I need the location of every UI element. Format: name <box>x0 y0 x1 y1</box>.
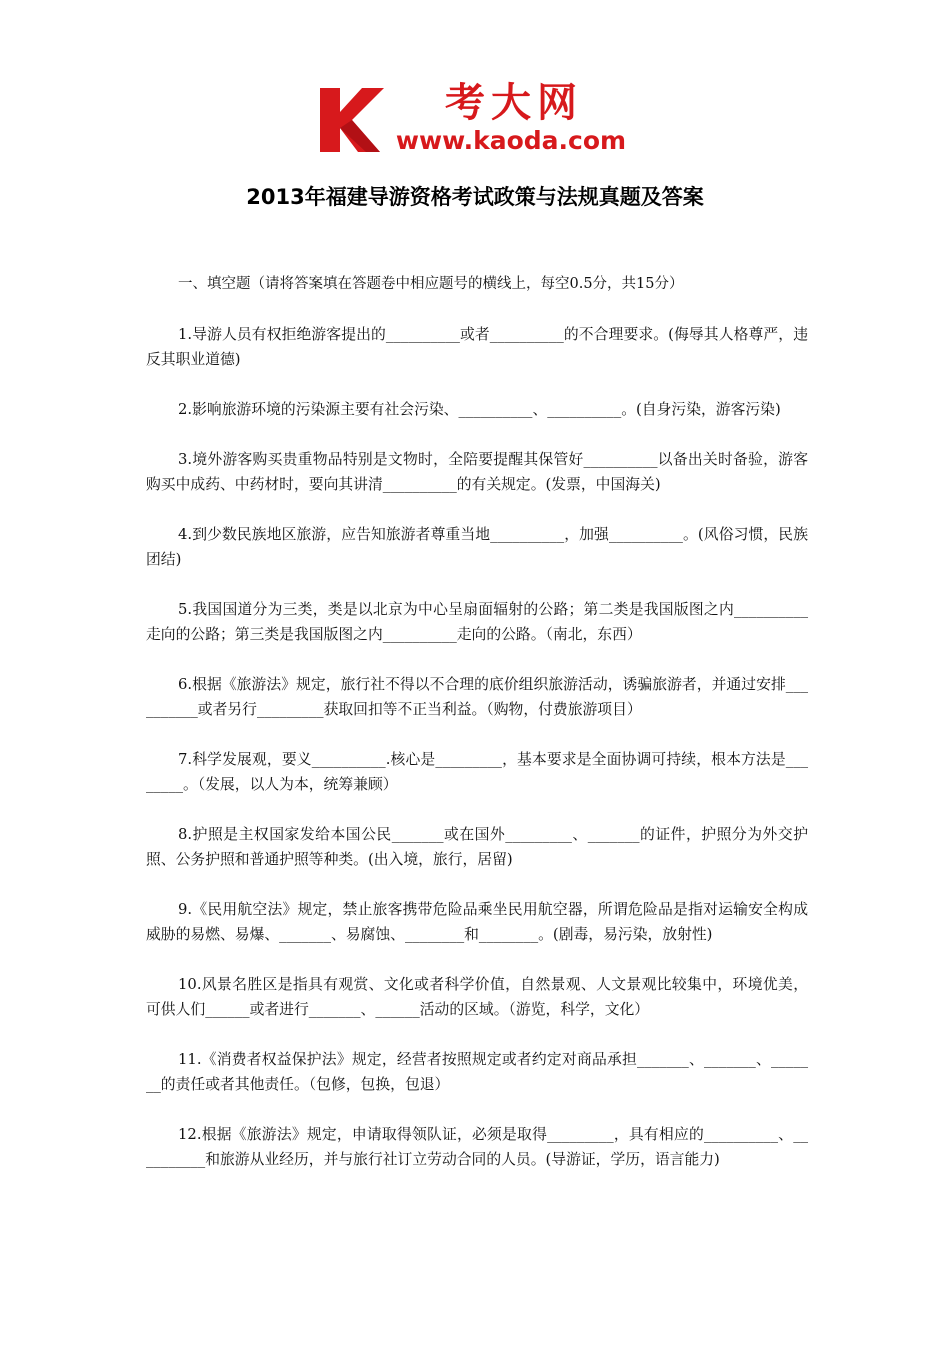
logo-url: www.kaoda.com <box>395 126 627 155</box>
question-item: 4.到少数民族地区旅游，应告知旅游者尊重当地__________，加强__________。(风俗习惯，民族团结) <box>146 526 808 568</box>
question-item: 12.根据《旅游法》规定，申请取得领队证，必须是取得_________，具有相应的__________、__________和旅游从业经历，并与旅行社订立劳动合同的人员。(导游证，学历，语言能力) <box>146 1126 808 1168</box>
question-item: 9.《民用航空法》规定，禁止旅客携带危险品乘坐民用航空器，所谓危险品是指对运输安全构成威胁的易燃、易爆、_______、易腐蚀、________和________。(剧毒，易污染，放射性) <box>146 901 808 943</box>
question-item: 2.影响旅游环境的污染源主要有社会污染、__________、__________。(自身污染，游客污染) <box>178 401 781 418</box>
question-list <box>146 322 808 1197</box>
question-item: 6.根据《旅游法》规定，旅行社不得以不合理的底价组织旅游活动，诱骗旅游者，并通过安排__________或者另行_________获取回扣等不正当利益。（购物，付费旅游项目） <box>146 676 808 718</box>
question-item: 8.护照是主权国家发给本国公民_______或在国外_________、_______的证件，护照分为外交护照、公务护照和普通护照等种类。(出入境，旅行，居留) <box>146 826 808 868</box>
question-item: 10.风景名胜区是指具有观赏、文化或者科学价值，自然景观、人文景观比较集中，环境优美，可供人们______或者进行_______、______活动的区域。（游览，科学，文化） <box>146 976 808 1018</box>
kaoda-logo <box>318 80 640 158</box>
question-item: 5.我国国道分为三类，类是以北京为中心呈扇面辐射的公路；第二类是我国版图之内__________走向的公路；第三类是我国版图之内__________走向的公路。（南北，东西） <box>146 601 808 643</box>
logo-brand-text: 考大网 <box>445 80 583 126</box>
question-item: 7.科学发展观，要义__________.核心是_________，基本要求是全面协调可持续，根本方法是________。（发展，以人为本，统筹兼顾） <box>146 751 808 793</box>
question-item: 1.导游人员有权拒绝游客提出的__________或者__________的不合理要求。(侮辱其人格尊严，违反其职业道德) <box>146 326 808 368</box>
section-heading: 一、填空题（请将答案填在答题卷中相应题号的横线上，每空0.5分，共15分） <box>178 276 684 292</box>
question-item: 3.境外游客购买贵重物品特别是文物时，全陪要提醒其保管好__________以备出关时备验，游客购买中成药、中药材时，要向其讲清__________的有关规定。(发票，中国海关) <box>146 451 808 493</box>
page-title: 2013年福建导游资格考试政策与法规真题及答案 <box>246 185 704 209</box>
question-item: 11.《消费者权益保护法》规定，经营者按照规定或者约定对商品承担_______、_______、_______的责任或者其他责任。（包修，包换，包退） <box>146 1051 808 1093</box>
